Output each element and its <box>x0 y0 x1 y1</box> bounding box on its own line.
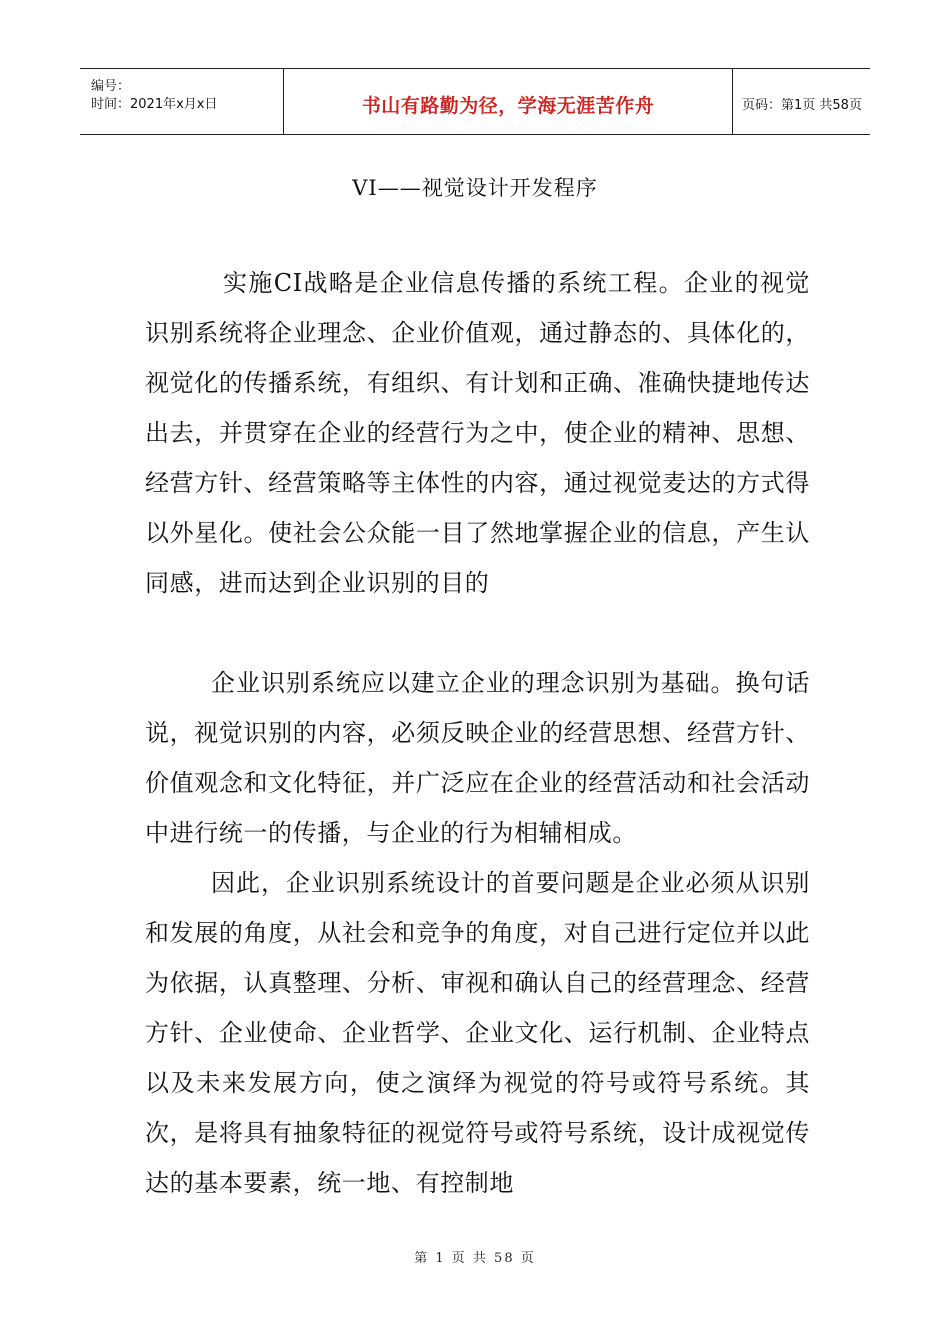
paragraph-3: 因此，企业识别系统设计的首要问题是企业必须从识别和发展的角度，从社会和竞争的角度，对自己进行定位并以此为依据，认真整理、分析、审视和确认自己的经营理念、经营方针、企业使命、企业哲学、企业文化、运行机制、企业特点以及未来发展方向，使之演绎为视觉的符号或符号系统。其次，是将具有抽象特征的视觉符号或符号系统，设计成视觉传达的基本要素，统一地、有控制地 <box>145 869 810 1197</box>
number-label: 编号： <box>91 79 131 94</box>
motto-text: 书山有路勤为径，学海无涯苦作舟 <box>361 95 655 117</box>
header-motto-cell <box>283 69 733 134</box>
header-info-cell <box>80 69 283 134</box>
paragraph-2: 企业识别系统应以建立企业的理念识别为基础。换句话说，视觉识别的内容，必须反映企业的经营思想、经营方针、价值观念和文化特征，并广泛应在企业的经营活动和社会活动中进行统一的传播，与企业的行为相辅相成。 <box>145 669 810 847</box>
header-page-cell <box>733 69 870 134</box>
page-footer: 第 1 页 共 58 页 <box>414 1251 536 1266</box>
paragraph-1: 实施CI战略是企业信息传播的系统工程。企业的视觉识别系统将企业理念、企业价值观，通过静态的、具体化的，视觉化的传播系统，有组织、有计划和正确、准确快捷地传达出去，并贯穿在企业的经营行为之中，使企业的精神、思想、经营方针、经营策略等主体性的内容，通过视觉麦达的方式得以外星化。使社会公众能一目了然地掌握企业的信息，产生认同感，进而达到企业识别的目的 <box>145 269 810 597</box>
time-label: 时间：2021年x月x日 <box>91 97 218 112</box>
header-table <box>80 68 870 135</box>
page-info: 页码：第1页 共58页 <box>742 98 862 113</box>
document-title: VI——视觉设计开发程序 <box>352 176 598 200</box>
